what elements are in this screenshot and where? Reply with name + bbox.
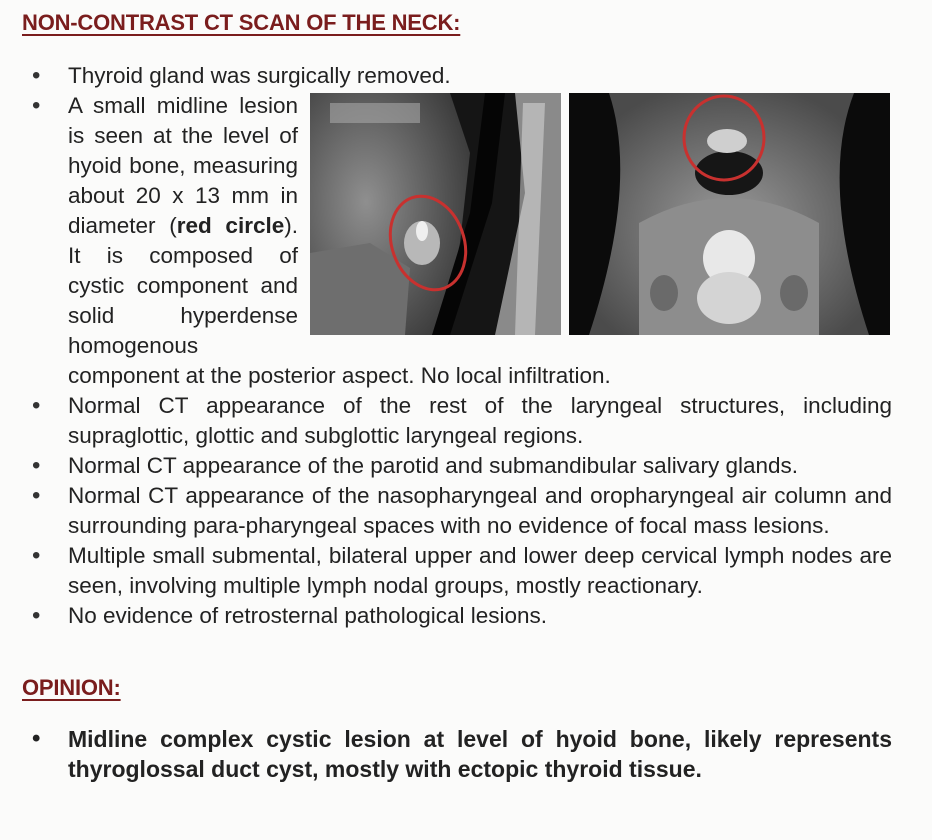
opinion-item: • Midline complex cystic lesion at level of hyoid bone, likely represents thyroglossal duct cyst, mostly with ectopic thyroid tissue.	[32, 724, 892, 784]
findings-list	[32, 61, 892, 631]
opinion-list	[32, 724, 892, 784]
ct-images	[310, 93, 892, 335]
report-title: NON-CONTRAST CT SCAN OF THE NECK:	[22, 10, 461, 35]
finding-item: • Normal CT appearance of the nasopharyngeal and oropharyngeal air column and surrounding para-pharyngeal spaces with no evidence of focal mass lesions.	[32, 481, 892, 541]
finding-item-lesion	[32, 91, 892, 391]
lesion-text-2: ). It is composed of cystic component and solid hyperdense homogenous component at the posterior aspect. No local infiltration.	[68, 213, 611, 388]
opinion-title: OPINION:	[22, 675, 121, 700]
red-circle-label: red circle	[176, 213, 285, 238]
ct-axial-image	[569, 93, 890, 335]
finding-item: • No evidence of retrosternal pathological lesions.	[32, 601, 892, 631]
ct-sagittal-image	[310, 93, 561, 335]
finding-item: • Thyroid gland was surgically removed.	[32, 61, 892, 91]
finding-item: • Normal CT appearance of the parotid and submandibular salivary glands.	[32, 451, 892, 481]
finding-item: • Multiple small submental, bilateral upper and lower deep cervical lymph nodes are seen, involving multiple lymph nodal groups, mostly reactionary.	[32, 541, 892, 601]
lesion-text-1: A small midline lesion is seen at the level of hyoid bone, measuring about 20 x 13 mm in diameter (	[68, 93, 298, 238]
finding-item: • Normal CT appearance of the rest of the laryngeal structures, including supraglottic, glottic and subglottic laryngeal regions.	[32, 391, 892, 451]
